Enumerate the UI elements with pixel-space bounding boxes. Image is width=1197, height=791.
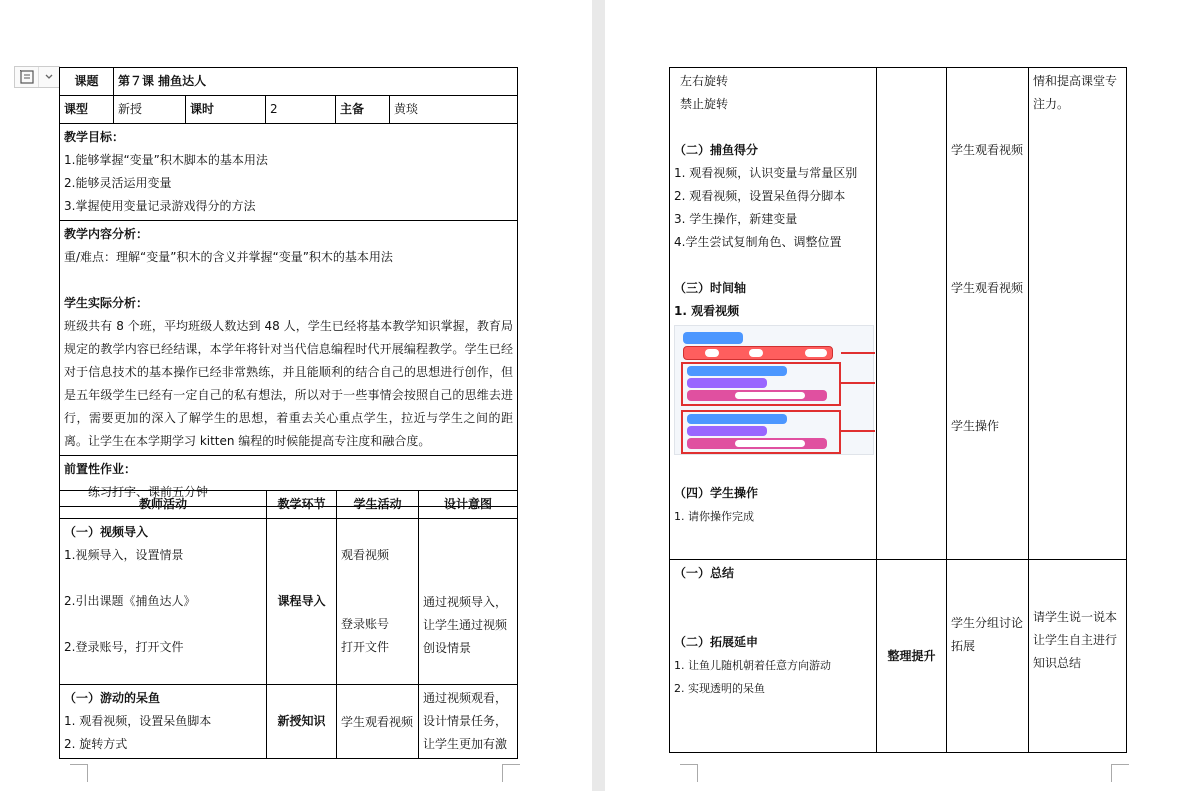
- content-analysis-heading: 教学内容分析：: [64, 227, 149, 241]
- activity-line: 1. 让鱼儿随机朝着任意方向游动: [674, 659, 831, 672]
- student-line: 学生分组讨论拓展: [951, 616, 1024, 653]
- teacher-activity: [670, 68, 877, 560]
- prep-label: 主备: [336, 96, 390, 124]
- student-line: 学生操作: [951, 419, 1000, 433]
- activity-line: 2. 旋转方式: [64, 737, 128, 751]
- student-line: 学生观看视频: [951, 143, 1024, 157]
- goal-item: 1.能够掌握“变量”积木脚本的基本用法: [64, 153, 268, 167]
- student-analysis-heading: 学生实际分析：: [64, 296, 149, 310]
- rotate-option: 左右旋转: [680, 74, 729, 88]
- prep-value: 黄琰: [390, 96, 518, 124]
- activity-line: 1. 观看视频，认识变量与常量区别: [674, 166, 858, 180]
- student-activity: [947, 68, 1029, 560]
- type-label: 课型: [60, 96, 114, 124]
- homework-text: 练习打字、课前五分钟: [88, 485, 209, 499]
- code-hat-block: [683, 332, 743, 344]
- goals-section: [60, 124, 518, 221]
- teaching-phase: 新授知识: [267, 685, 337, 759]
- activity-line: 1.视频导入，设置情景: [64, 548, 184, 562]
- chevron-down-icon[interactable]: [39, 67, 59, 87]
- rotate-option: 禁止旋转: [680, 97, 729, 111]
- student-analysis-text: 班级共有 8 个班，平均班级人数达到 48 人，学生已经将基本教学知识掌握，教育局规定的教学内容已经结课，本学年将针对当代信息编程时代开展编程教学。学生已经对于信息技术的基本操作已经非常熟练，并且能顺利的结合自己的思想进行创作，但是五年级学生已经有一定自己的私有想法，所以对于一些事情会按照自己的思维去进行，需要更加的深入了解学生的思想，着重去关心重点学生，拉近与学生之间的距离。让学生在本学期学习 kitten 编程的时候能提高专注度和融合度。: [64, 319, 513, 448]
- student-activity: [337, 685, 419, 759]
- intent-text: 请学生说一说本让学生自主进行知识总结: [1033, 610, 1118, 670]
- layout-icon: [15, 67, 39, 87]
- type-value: 新授: [114, 96, 186, 124]
- teaching-phase: 课程导入: [267, 519, 337, 685]
- intent-text: 通过视频导入，让学生通过视频创设情景: [423, 595, 508, 655]
- lesson-plan-table: [59, 67, 518, 507]
- crop-mark: [1111, 764, 1129, 782]
- code-screenshot: [674, 325, 874, 455]
- teacher-activity: [60, 519, 267, 685]
- design-intent: [1029, 560, 1127, 753]
- student-line: 登录账号: [341, 617, 390, 631]
- teaching-phase: [877, 68, 947, 560]
- student-activity: [337, 519, 419, 685]
- activity-line: 2. 观看视频，设置呆鱼得分脚本: [674, 189, 846, 203]
- teacher-activity: [60, 685, 267, 759]
- column-header: 教师活动: [60, 491, 267, 519]
- goal-item: 2.能够灵活运用变量: [64, 176, 172, 190]
- intent-text: 通过视频观看，设计情景任务，让学生更加有激: [423, 691, 508, 751]
- hours-label: 课时: [186, 96, 266, 124]
- teacher-activity: [670, 560, 877, 753]
- content-analysis-text: 重/难点：理解“变量”积木的含义并掌握“变量”积木的基本用法: [64, 250, 393, 264]
- teaching-phase: 整理提升: [877, 560, 947, 753]
- activity-line: 1. 观看视频，设置呆鱼脚本: [64, 714, 212, 728]
- column-header: 教学环节: [267, 491, 337, 519]
- activity-line: 4.学生尝试复制角色、调整位置: [674, 235, 842, 249]
- activity-line: 2.登录账号，打开文件: [64, 640, 184, 654]
- section-heading: （一）视频导入: [64, 525, 149, 539]
- section-heading: （一）游动的呆鱼: [64, 691, 161, 705]
- homework-heading: 前置性作业：: [64, 462, 137, 476]
- crop-mark: [70, 764, 88, 782]
- column-header: 设计意图: [419, 491, 518, 519]
- document-page-left: [0, 0, 592, 791]
- crop-mark: [680, 764, 698, 782]
- design-intent: [1029, 68, 1127, 560]
- student-line: 学生观看视频: [951, 281, 1024, 295]
- hours-value: 2: [266, 96, 336, 124]
- page-gutter: [592, 0, 605, 791]
- activity-line: 1. 请你操作完成: [674, 510, 754, 523]
- activity-table: [59, 490, 518, 759]
- sub-heading: 1. 观看视频: [674, 304, 740, 318]
- section-heading: （二）捕鱼得分: [674, 143, 759, 157]
- goals-heading: 教学目标：: [64, 130, 125, 144]
- column-header: 学生活动: [337, 491, 419, 519]
- activity-line: 2.引出课题《捕鱼达人》: [64, 594, 196, 608]
- student-activity: [947, 560, 1029, 753]
- section-heading: （二）拓展延申: [674, 635, 759, 649]
- design-intent: [419, 685, 518, 759]
- activity-table-continued: [669, 67, 1127, 753]
- activity-line: 2. 实现透明的呆鱼: [674, 682, 765, 695]
- student-line: 学生观看视频: [341, 715, 414, 729]
- analysis-section: [60, 221, 518, 456]
- lesson-title: 第７课 捕鱼达人: [114, 68, 518, 96]
- title-label: 课题: [60, 68, 114, 96]
- section-heading: （四）学生操作: [674, 486, 759, 500]
- intent-text: 情和提高课堂专注力。: [1033, 74, 1118, 111]
- goal-item: 3.掌握使用变量记录游戏得分的方法: [64, 199, 256, 213]
- document-page-right: [605, 0, 1197, 791]
- layout-options-button[interactable]: [14, 66, 60, 88]
- design-intent: [419, 519, 518, 685]
- student-line: 观看视频: [341, 548, 390, 562]
- section-heading: （三）时间轴: [674, 281, 747, 295]
- student-line: 打开文件: [341, 640, 390, 654]
- crop-mark: [502, 764, 520, 782]
- section-heading: （一）总结: [674, 566, 735, 580]
- activity-line: 3. 学生操作，新建变量: [674, 212, 798, 226]
